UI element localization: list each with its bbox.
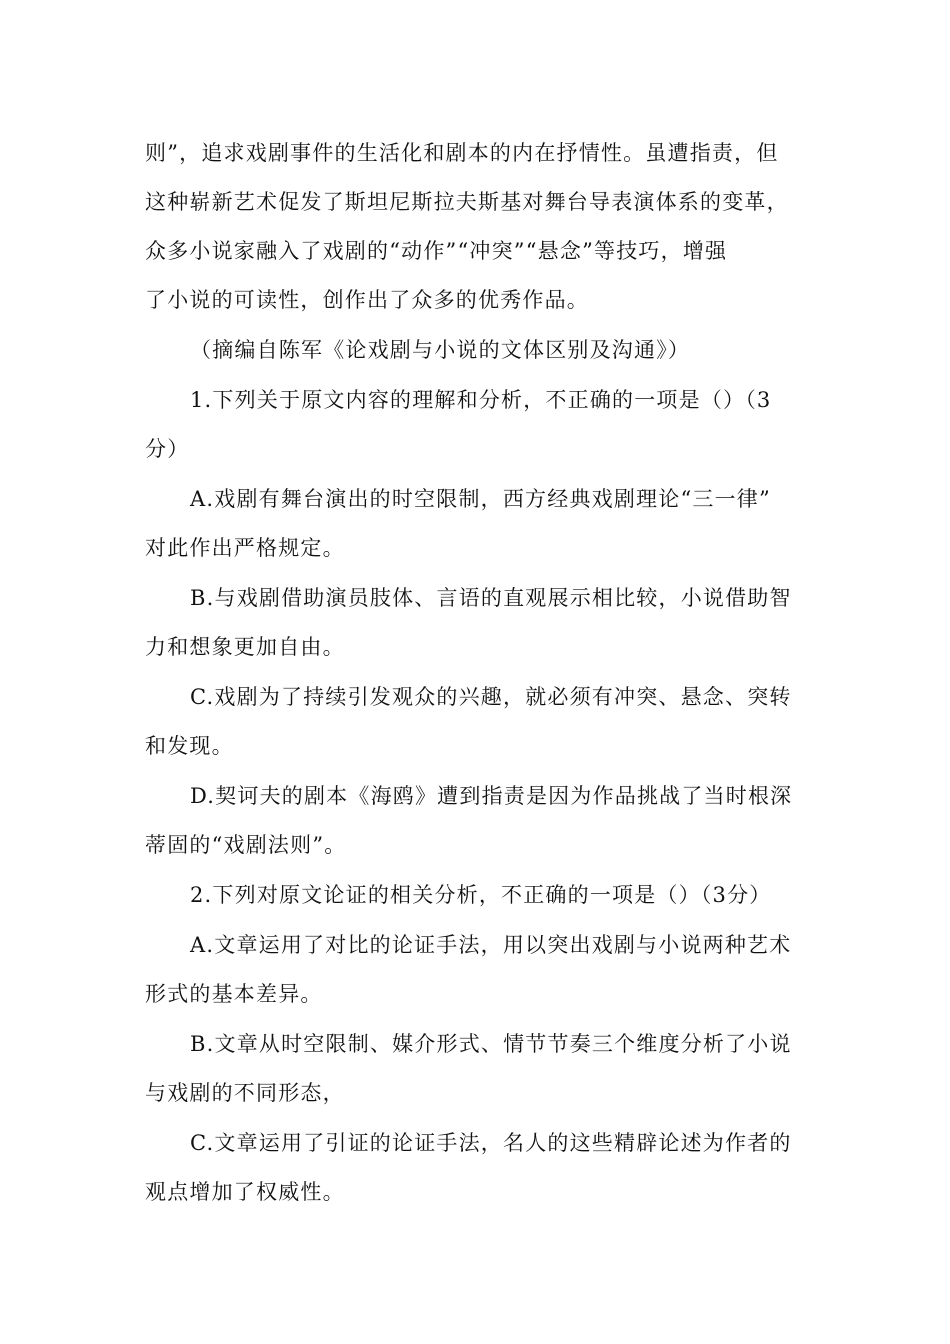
q1-option-c-line2: 和发现。	[145, 734, 234, 758]
q1-option-a-line2: 对此作出严格规定。	[145, 536, 345, 560]
passage-line-3: 众多小说家融入了戏剧的“动作”“冲突”“悬念”等技巧，增强	[145, 239, 728, 263]
source-note: （摘编自陈军《论戏剧与小说的文体区别及沟通》）	[190, 338, 691, 362]
q2-option-c-line1: C.文章运用了引证的论证手法，名人的这些精辟论述为作者的	[190, 1131, 792, 1155]
q2-option-a-line1: A.文章运用了对比的论证手法，用以突出戏剧与小说两种艺术	[190, 933, 792, 957]
q2-stem: 2.下列对原文论证的相关分析，不正确的一项是（）（3分）	[190, 883, 772, 907]
q1-option-d-line2: 蒂固的“戏剧法则”。	[145, 833, 347, 857]
q1-stem-line2: 分）	[145, 437, 190, 461]
q2-option-b-line2: 与戏剧的不同形态，	[145, 1081, 345, 1105]
q1-option-a-line1: A.戏剧有舞台演出的时空限制，西方经典戏剧理论“三一律”	[190, 487, 771, 511]
passage-line-4: 了小说的可读性，创作出了众多的优秀作品。	[145, 288, 589, 312]
passage-line-1: 则”，追求戏剧事件的生活化和剧本的内在抒情性。虽遭指责，但	[145, 141, 779, 165]
q1-option-c-line1: C.戏剧为了持续引发观众的兴趣，就必须有冲突、悬念、突转	[190, 685, 792, 709]
q1-option-d-line1: D.契诃夫的剧本《海鸥》遭到指责是因为作品挑战了当时根深	[190, 784, 793, 808]
q1-stem-line1: 1.下列关于原文内容的理解和分析，不正确的一项是（）（3	[190, 388, 772, 412]
q2-option-b-line1: B.文章从时空限制、媒介形式、情节节奏三个维度分析了小说	[190, 1032, 792, 1056]
q2-option-a-line2: 形式的基本差异。	[145, 982, 323, 1006]
q1-option-b-line1: B.与戏剧借助演员肢体、言语的直观展示相比较，小说借助智	[190, 586, 792, 610]
q1-option-b-line2: 力和想象更加自由。	[145, 635, 345, 659]
passage-line-2: 这种崭新艺术促发了斯坦尼斯拉夫斯基对舞台导表演体系的变革，	[145, 190, 789, 214]
q2-option-c-line2: 观点增加了权威性。	[145, 1180, 345, 1204]
